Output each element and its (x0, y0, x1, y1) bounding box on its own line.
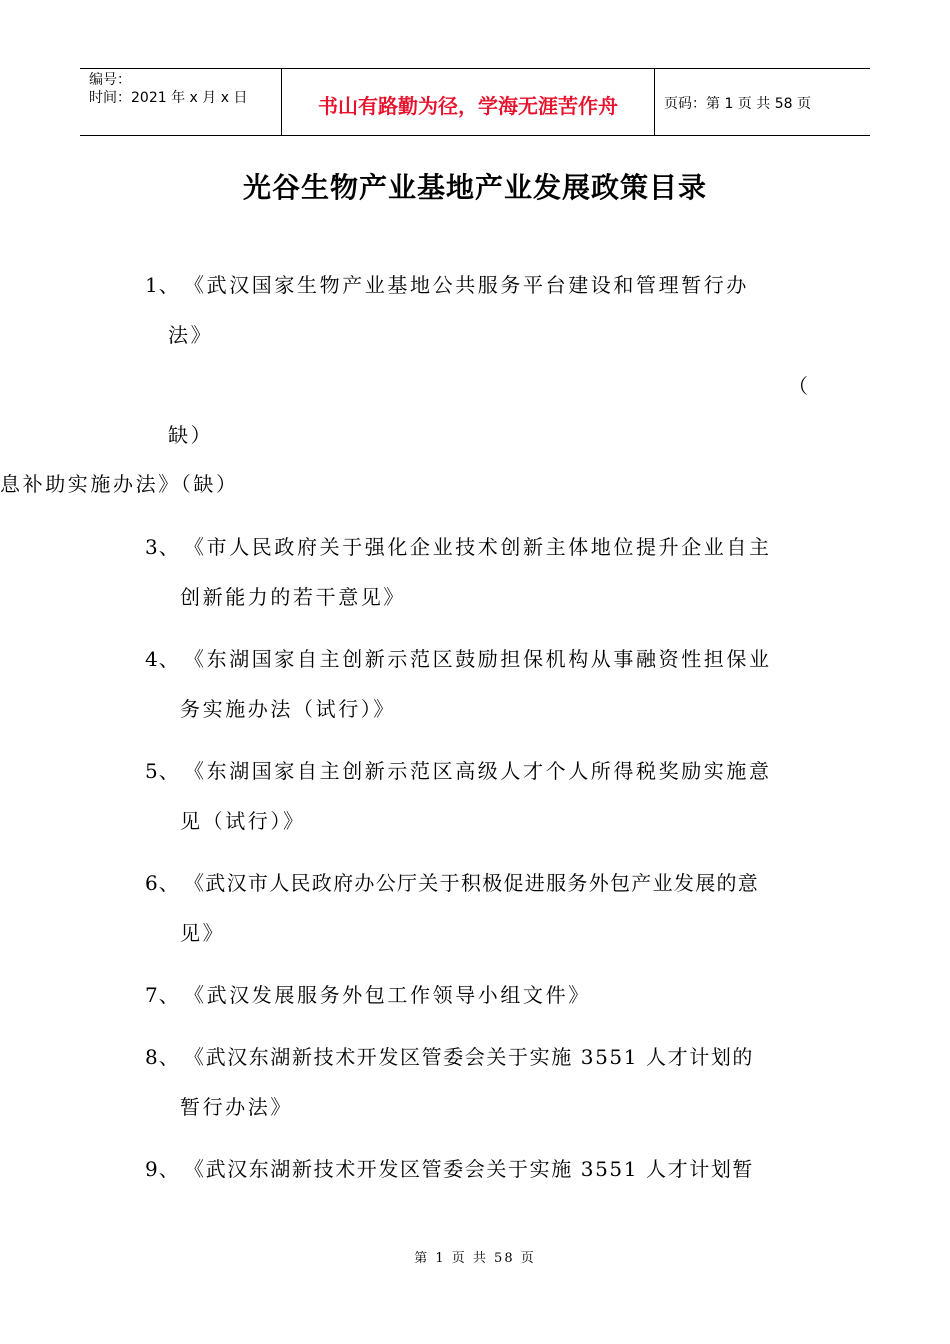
item-2-paren-open: （ (788, 374, 811, 398)
item-4-number: 4、 (145, 647, 180, 671)
item-7-line-1: 《武汉发展服务外包工作领导小组文件》 (184, 983, 591, 1007)
page-footer: 第 1 页 共 58 页 (414, 1251, 536, 1266)
item-6-line-1: 《武汉市人民政府办公厅关于积极促进服务外包产业发展的意 (184, 871, 760, 895)
item-2-missing: 缺） (168, 423, 214, 447)
item-4-line-1: 《东湖国家自主创新示范区鼓励担保机构从事融资性担保业 (184, 647, 772, 671)
item-3-number: 3、 (145, 535, 180, 559)
item-6-line-2: 见》 (180, 921, 226, 945)
item-8-number: 8、 (145, 1045, 180, 1069)
item-4-line-2: 务实施办法（试行）》 (180, 697, 396, 721)
item-9-number: 9、 (145, 1157, 180, 1181)
item-6-number: 6、 (145, 871, 180, 895)
item-5-line-1: 《东湖国家自主创新示范区高级人才个人所得税奖励实施意 (184, 759, 772, 783)
document-title: 光谷生物产业基地产业发展政策目录 (242, 171, 707, 204)
date-label: 时间：2021 年 x 月 x 日 (89, 90, 248, 106)
item-1-line-1: 《武汉国家生物产业基地公共服务平台建设和管理暂行办 (184, 273, 749, 297)
header-motto-cell (282, 69, 655, 135)
header-right-cell (655, 69, 870, 135)
item-8-line-2: 暂行办法》 (180, 1095, 293, 1119)
code-label: 编号： (89, 72, 131, 88)
page-info: 页码：第 1 页 共 58 页 (664, 96, 811, 112)
item-8-line-1: 《武汉东湖新技术开发区管委会关于实施 3551 人才计划的 (184, 1045, 755, 1069)
item-3-line-1: 《市人民政府关于强化企业技术创新主体地位提升企业自主 (184, 535, 772, 559)
header-left-cell (80, 69, 282, 135)
item-9-line-1: 《武汉东湖新技术开发区管委会关于实施 3551 人才计划暂 (184, 1157, 755, 1181)
item-5-number: 5、 (145, 759, 180, 783)
item-1-line-2: 法》 (168, 323, 214, 347)
item-7-number: 7、 (145, 983, 180, 1007)
item-5-line-2: 见（试行）》 (180, 809, 306, 833)
motto-text: 书山有路勤为径，学海无涯苦作舟 (318, 93, 618, 118)
item-1-number: 1、 (145, 273, 180, 297)
page-header-table (80, 68, 870, 136)
item-2-overflow-line: 息补助实施办法》（缺） (0, 472, 239, 496)
item-3-line-2: 创新能力的若干意见》 (180, 585, 406, 609)
